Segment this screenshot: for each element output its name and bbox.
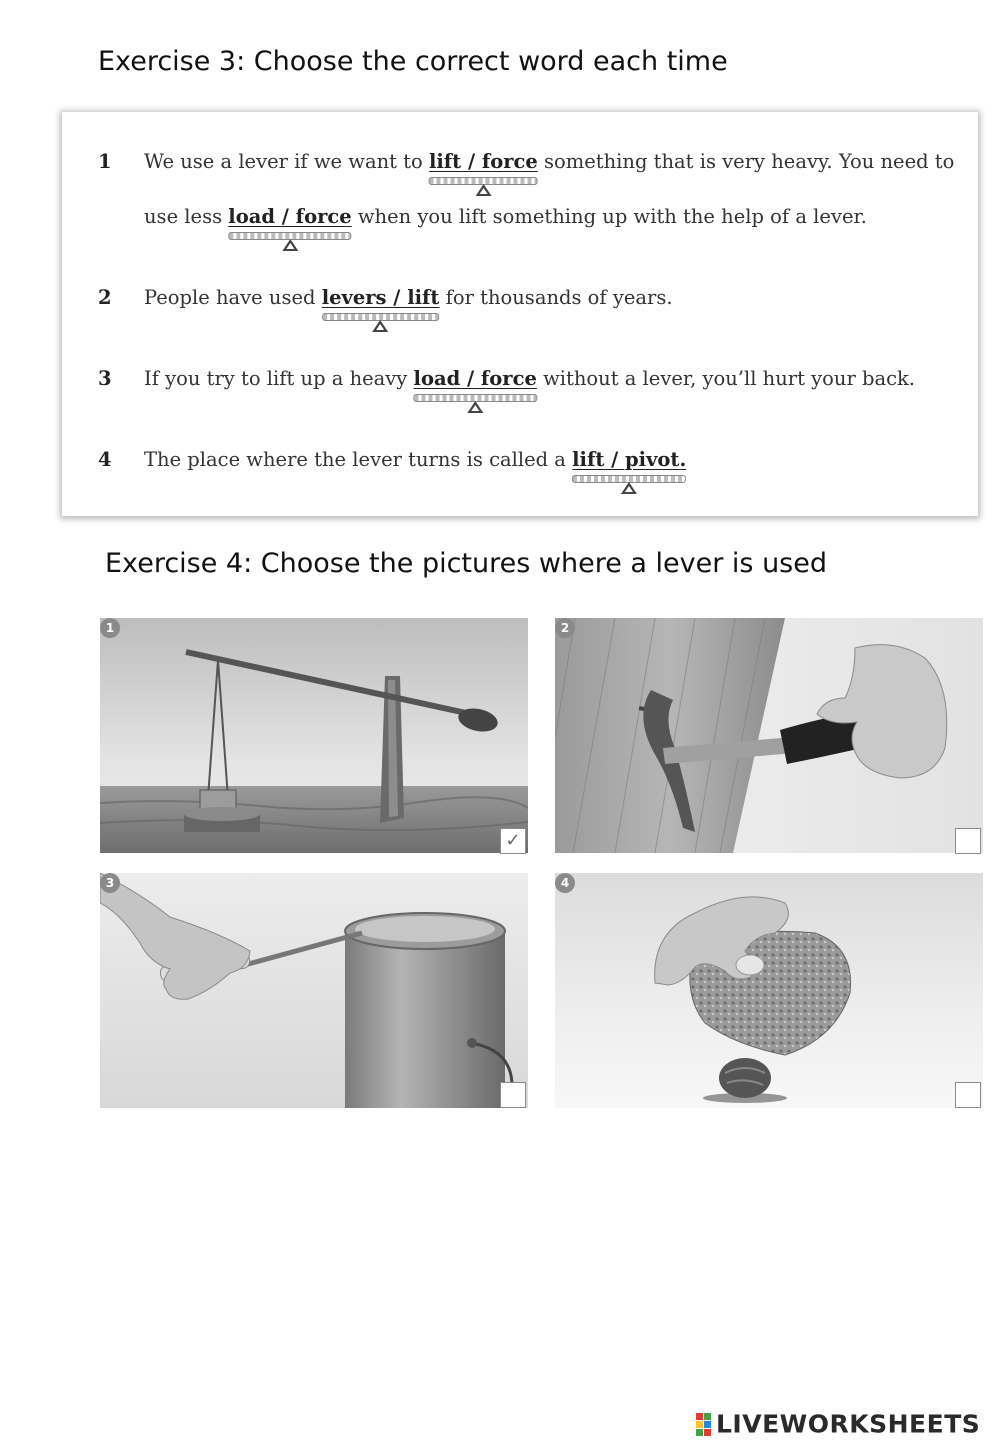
question-line [144, 150, 954, 173]
picture-number-badge: 3 [100, 873, 120, 893]
question-number: 4 [98, 448, 112, 471]
picture-3-checkbox[interactable] [500, 1082, 526, 1108]
liveworksheets-logo-icon [696, 1411, 712, 1437]
question-line [144, 205, 867, 228]
question-number: 1 [98, 150, 112, 173]
question-text: People have used [144, 286, 322, 309]
question-text: use less [144, 205, 229, 228]
picture-number-badge: 2 [555, 618, 575, 638]
word-choice-dropdown[interactable]: lift / force [429, 150, 538, 173]
brand-name: LIVEWORKSHEETS [716, 1409, 981, 1439]
picture-1-checkbox[interactable]: ✓ [500, 828, 526, 854]
rock-nut-icon [555, 873, 983, 1108]
lever-icon [322, 313, 440, 333]
picture-4-checkbox[interactable] [955, 1082, 981, 1108]
shadoof-well-icon [100, 618, 528, 853]
question-number: 3 [98, 367, 112, 390]
question-line [144, 448, 686, 471]
picture-2-checkbox[interactable] [955, 828, 981, 854]
question-line [144, 367, 915, 390]
picture-4 [555, 873, 983, 1108]
picture-number-badge: 1 [100, 618, 120, 638]
picture-1 [100, 618, 528, 853]
question-text: for thousands of years. [439, 286, 673, 309]
question-text: We use a lever if we want to [144, 150, 429, 173]
exercise-4-title: Exercise 4: Choose the pictures where a lever is used [105, 548, 827, 579]
picture-2 [555, 618, 983, 853]
word-choice-dropdown[interactable]: load / force [414, 367, 537, 390]
question-text: something that is very heavy. You need to [537, 150, 955, 173]
picture-3 [100, 873, 528, 1108]
question-text: The place where the lever turns is called a [144, 448, 573, 471]
question-line [144, 286, 673, 309]
question-number: 2 [98, 286, 112, 309]
question-text: If you try to lift up a heavy [144, 367, 414, 390]
word-choice-dropdown[interactable]: lift / pivot. [572, 448, 686, 471]
lever-icon [228, 232, 351, 252]
exercise-3-panel [62, 112, 978, 516]
lever-icon [429, 177, 538, 197]
lever-icon [414, 394, 537, 414]
exercise-3-title: Exercise 3: Choose the correct word each time [98, 46, 728, 77]
lever-icon [572, 475, 686, 495]
word-choice-dropdown[interactable]: load / force [228, 205, 351, 228]
word-choice-dropdown[interactable]: levers / lift [322, 286, 440, 309]
claw-hammer-nail-icon [555, 618, 983, 853]
paint-can-opener-icon [100, 873, 528, 1108]
liveworksheets-logo [696, 1408, 980, 1438]
question-text: when you lift something up with the help of a lever. [351, 205, 867, 228]
question-text: without a lever, you’ll hurt your back. [536, 367, 916, 390]
picture-number-badge: 4 [555, 873, 575, 893]
